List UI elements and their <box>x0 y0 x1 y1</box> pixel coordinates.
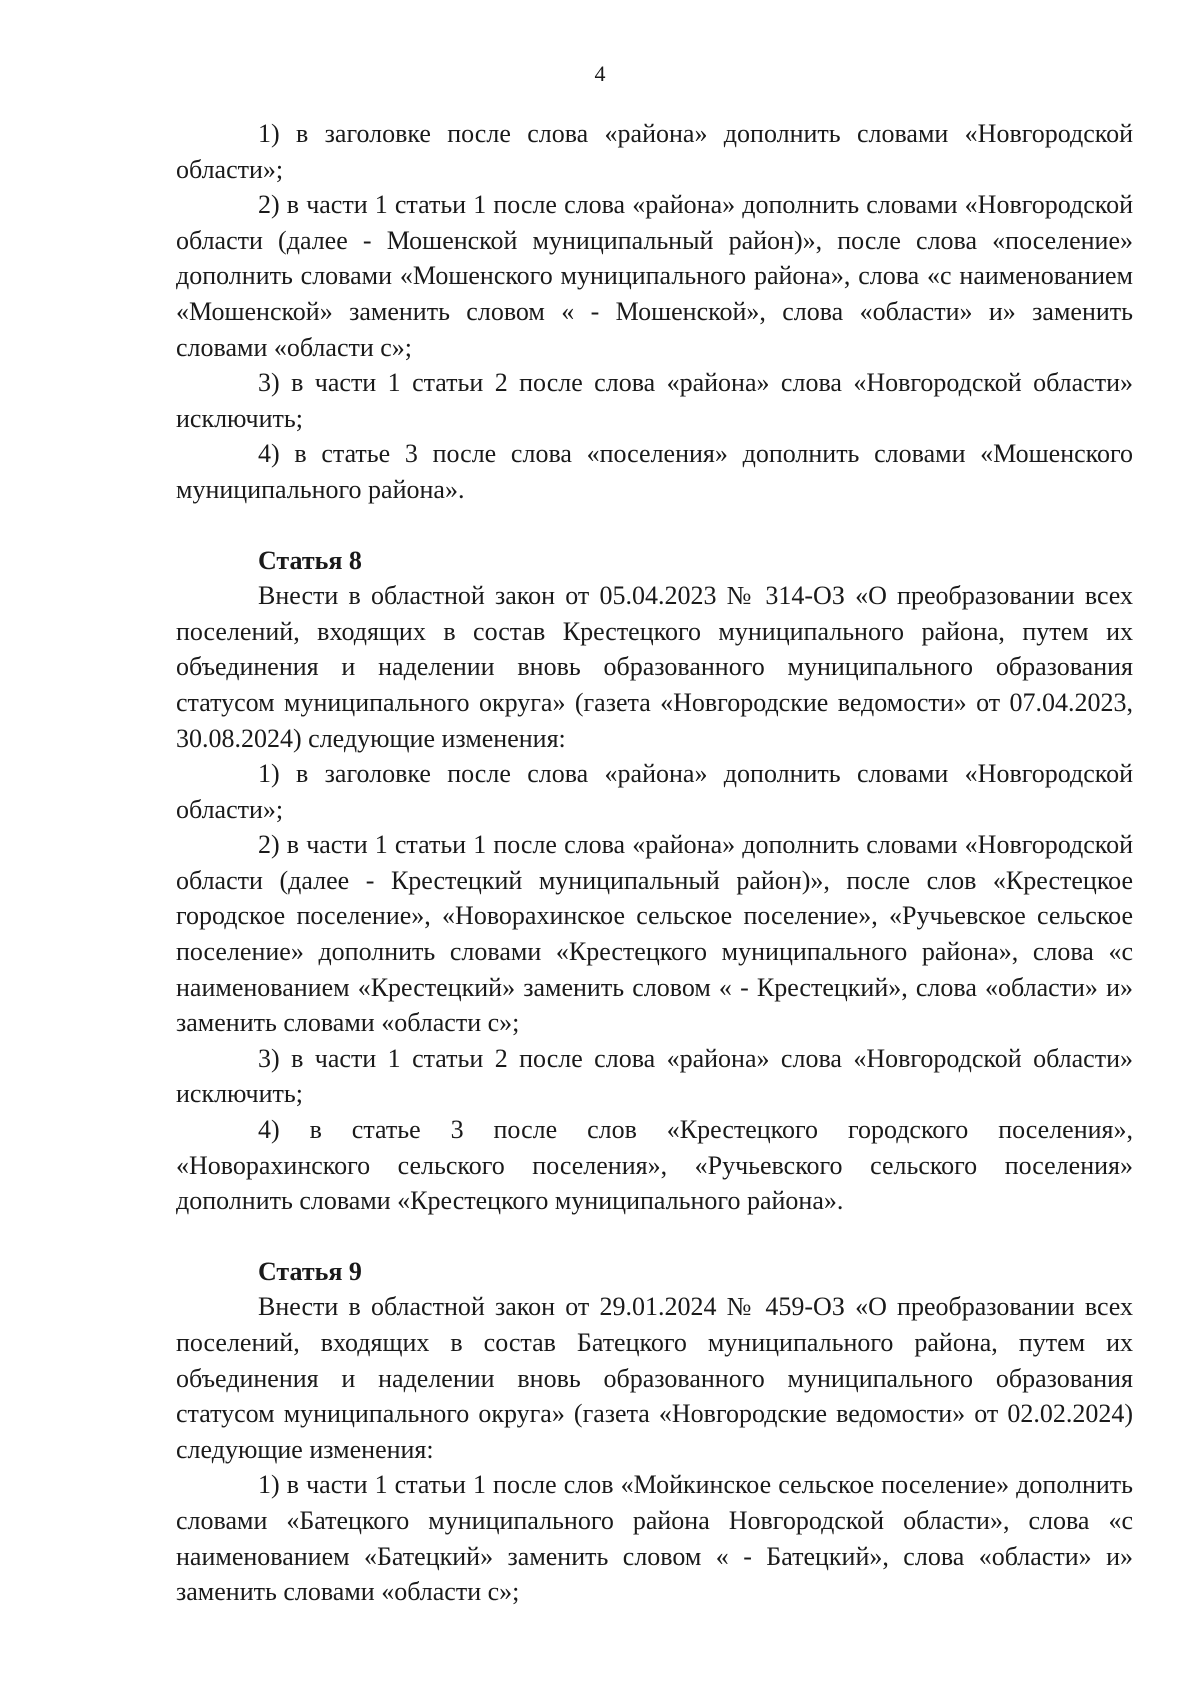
article-9-heading: Статья 9 <box>258 1256 362 1286</box>
paragraph-amendment-1: 1) в заголовке после слова «района» дополнить словами «Новгородской области»; <box>176 119 1133 184</box>
document-body <box>176 116 1133 1610</box>
paragraph-amendment-2: 2) в части 1 статьи 1 после слова «района» дополнить словами «Новгородской области (далее - Мошенской муниципальный район)», после слова «поселение» дополнить словами «Мошенского муниципального района», слова «с наименованием «Мошенской» заменить словом « - Мошенской», слова «области» и» заменить словами «области с»; <box>176 190 1133 362</box>
article-8-item-4: 4) в статье 3 после слов «Крестецкого городского поселения», «Новорахинского сельского поселения», «Ручьевского сельского поселения» дополнить словами «Крестецкого муниципального района». <box>176 1115 1133 1216</box>
page-number: 4 <box>594 61 606 86</box>
article-8-item-1: 1) в заголовке после слова «района» дополнить словами «Новгородской области»; <box>176 759 1133 824</box>
article-8-intro: Внести в областной закон от 05.04.2023 № 314-ОЗ «О преобразовании всех поселений, входящих в состав Крестецкого муниципального района, путем их объединения и наделении вновь образованного муниципального образования статусом муниципального округа» (газета «Новгородские ведомости» от 07.04.2023, 30.08.2024) следующие изменения: <box>176 581 1133 753</box>
article-8-item-3: 3) в части 1 статьи 2 после слова «района» слова «Новгородской области» исключить; <box>176 1043 1133 1109</box>
paragraph-amendment-3: 3) в части 1 статьи 2 после слова «района» слова «Новгородской области» исключить; <box>176 368 1133 433</box>
article-9-intro: Внести в областной закон от 29.01.2024 № 459-ОЗ «О преобразовании всех поселений, входящих в состав Батецкого муниципального района, путем их объединения и наделении вновь образованного муниципального образования статусом муниципального округа» (газета «Новгородские ведомости» от 02.02.2024) следующие изменения: <box>176 1292 1133 1464</box>
paragraph-amendment-4: 4) в статье 3 после слова «поселения» дополнить словами «Мошенского муниципального района». <box>176 439 1133 504</box>
article-8-heading: Статья 8 <box>258 545 362 575</box>
article-8-item-2: 2) в части 1 статьи 1 после слова «района» дополнить словами «Новгородской области (далее - Крестецкий муниципальный район)», после слов «Крестецкое городское поселение», «Новорахинское сельское поселение», «Ручьевское сельское поселение» дополнить словами «Крестецкого муниципального района», слова «с наименованием «Крестецкий» заменить словом « - Крестецкий», слова «области» и» заменить словами «области с»; <box>176 830 1133 1038</box>
article-9-item-1: 1) в части 1 статьи 1 после слов «Мойкинское сельское поселение» дополнить словами «Батецкого муниципального района Новгородской области», слова «с наименованием «Батецкий» заменить словом « - Батецкий», слова «области» и» заменить словами «области с»; <box>176 1470 1133 1607</box>
